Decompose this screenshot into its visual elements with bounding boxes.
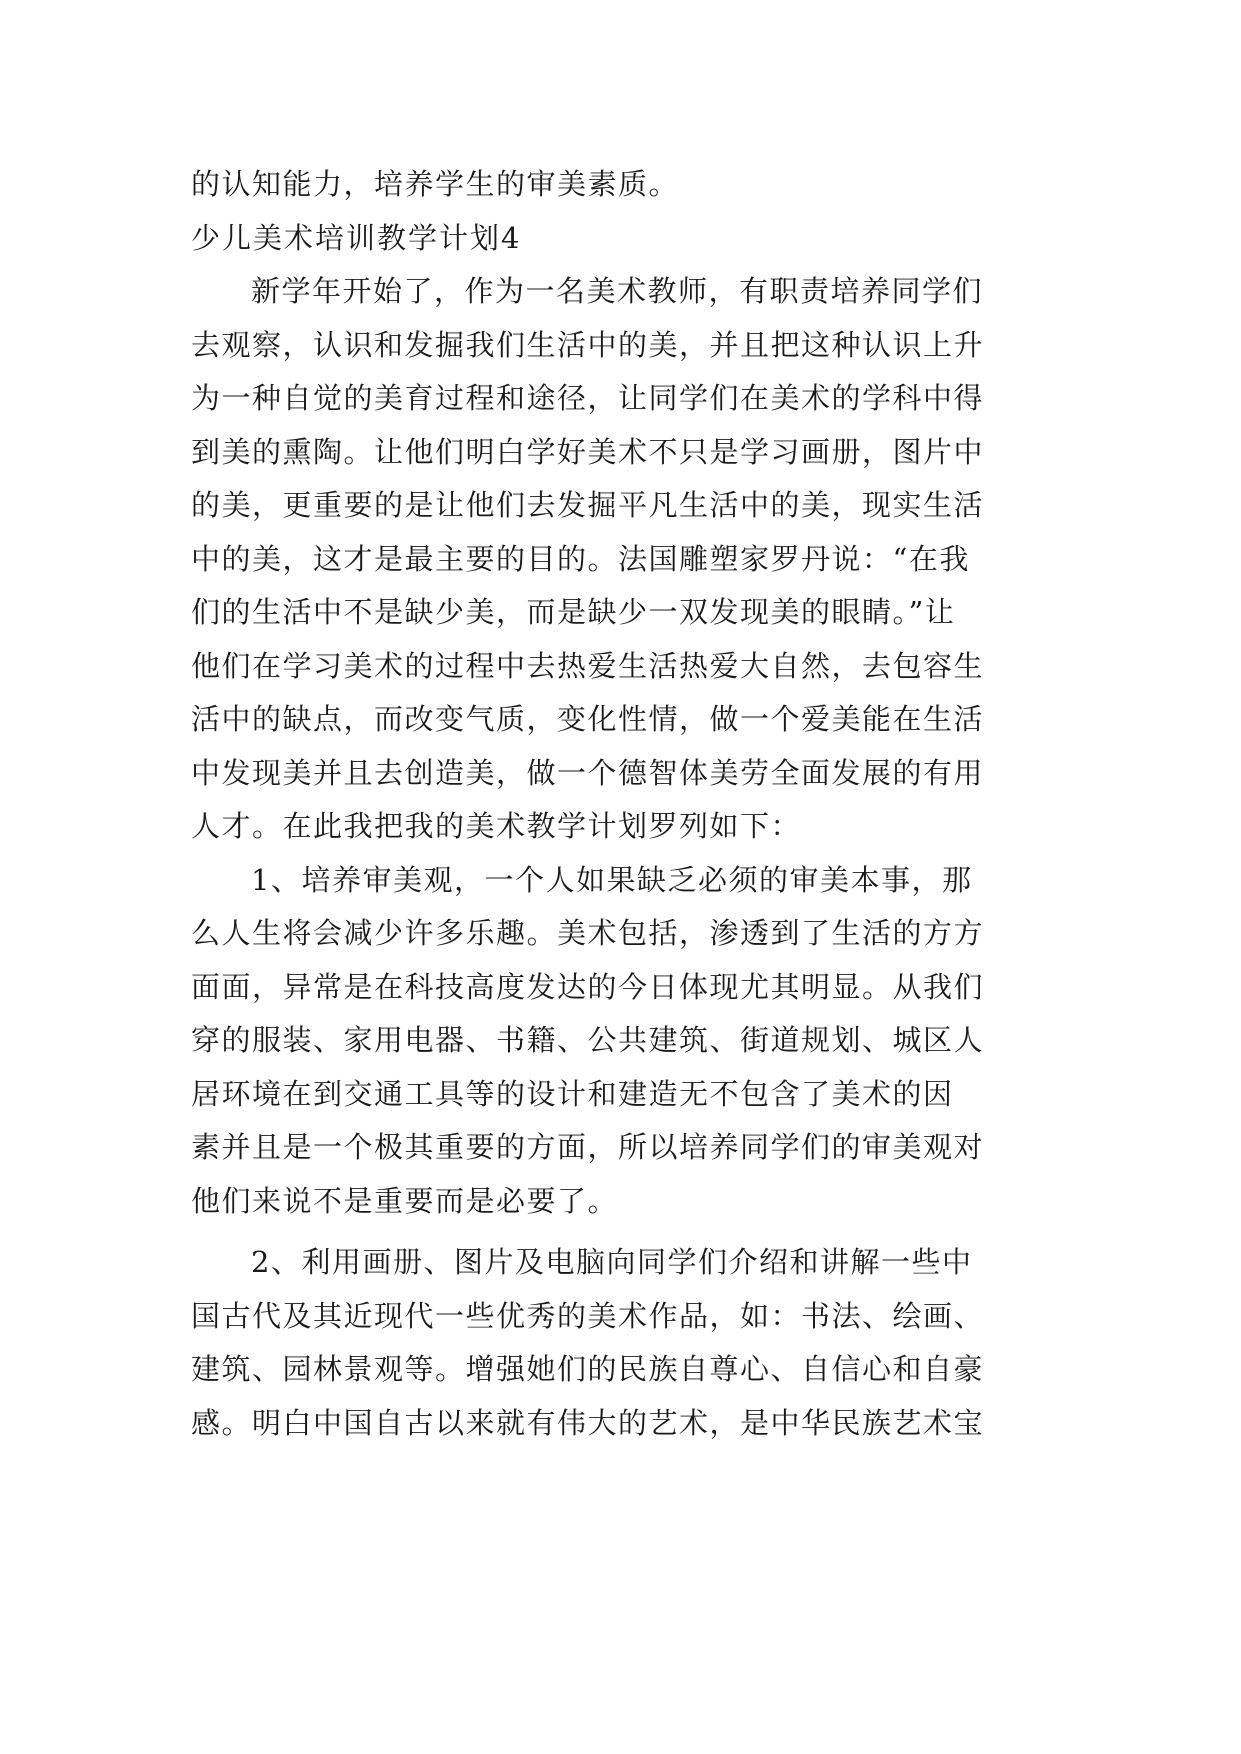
paragraph-line: 国古代及其近现代一些优秀的美术作品，如：书法、绘画、: [191, 1298, 985, 1333]
paragraph-line: 到美的熏陶。让他们明白学好美术不只是学习画册，图片中: [191, 434, 985, 469]
paragraph-line: 建筑、园林景观等。增强她们的民族自尊心、自信心和自豪: [191, 1352, 985, 1386]
paragraph-line: 的美，更重要的是让他们去发掘平凡生活中的美，现实生活: [191, 488, 985, 522]
paragraph-first-line: 新学年开始了，作为一名美术教师，有职责培养同学们: [251, 274, 984, 308]
document-body: [191, 158, 1049, 1450]
paragraph-line: 他们在学习美术的过程中去热爱生活热爱大自然，去包容生: [191, 648, 985, 683]
paragraph-line: 活中的缺点，而改变气质，变化性情，做一个爱美能在生活: [191, 702, 985, 736]
paragraph-line: 中的美，这才是最主要的目的。法国雕塑家罗丹说：“在我: [191, 541, 970, 576]
paragraph-line: 感。明白中国自古以来就有伟大的艺术，是中华民族艺术宝: [191, 1405, 985, 1440]
paragraph-line: 人才。在此我把我的美术教学计划罗列如下：: [191, 809, 802, 843]
paragraph-line: 去观察，认识和发掘我们生活中的美，并且把这种认识上升: [191, 327, 985, 362]
paragraph-line: 他们来说不是重要而是必要了。: [191, 1183, 619, 1218]
paragraph-line: 的认知能力，培养学生的审美素质。: [191, 167, 680, 201]
paragraph-first-line: 2、利用画册、图片及电脑向同学们介绍和讲解一些中: [251, 1245, 973, 1279]
paragraph-line: 为一种自觉的美育过程和途径，让同学们在美术的学科中得: [191, 381, 985, 415]
paragraph-line: 么人生将会减少许多乐趣。美术包括，渗透到了生活的方方: [191, 916, 985, 950]
paragraph-line: 素并且是一个极其重要的方面，所以培养同学们的审美观对: [191, 1130, 985, 1164]
paragraph-line: 们的生活中不是缺少美，而是缺少一双发现美的眼睛。”让: [191, 595, 956, 629]
section-heading: 少儿美术培训教学计划4: [191, 220, 522, 255]
paragraph-first-line: 1、培养审美观，一个人如果缺乏必须的审美本事，那: [251, 862, 973, 897]
paragraph-line: 穿的服装、家用电器、书籍、公共建筑、街道规划、城区人: [191, 1023, 985, 1057]
paragraph-line: 中发现美并且去创造美，做一个德智体美劳全面发展的有用: [191, 755, 985, 790]
paragraph-line: 面面，异常是在科技高度发达的今日体现尤其明显。从我们: [191, 969, 985, 1004]
paragraph-line: 居环境在到交通工具等的设计和建造无不包含了美术的因: [191, 1076, 954, 1111]
